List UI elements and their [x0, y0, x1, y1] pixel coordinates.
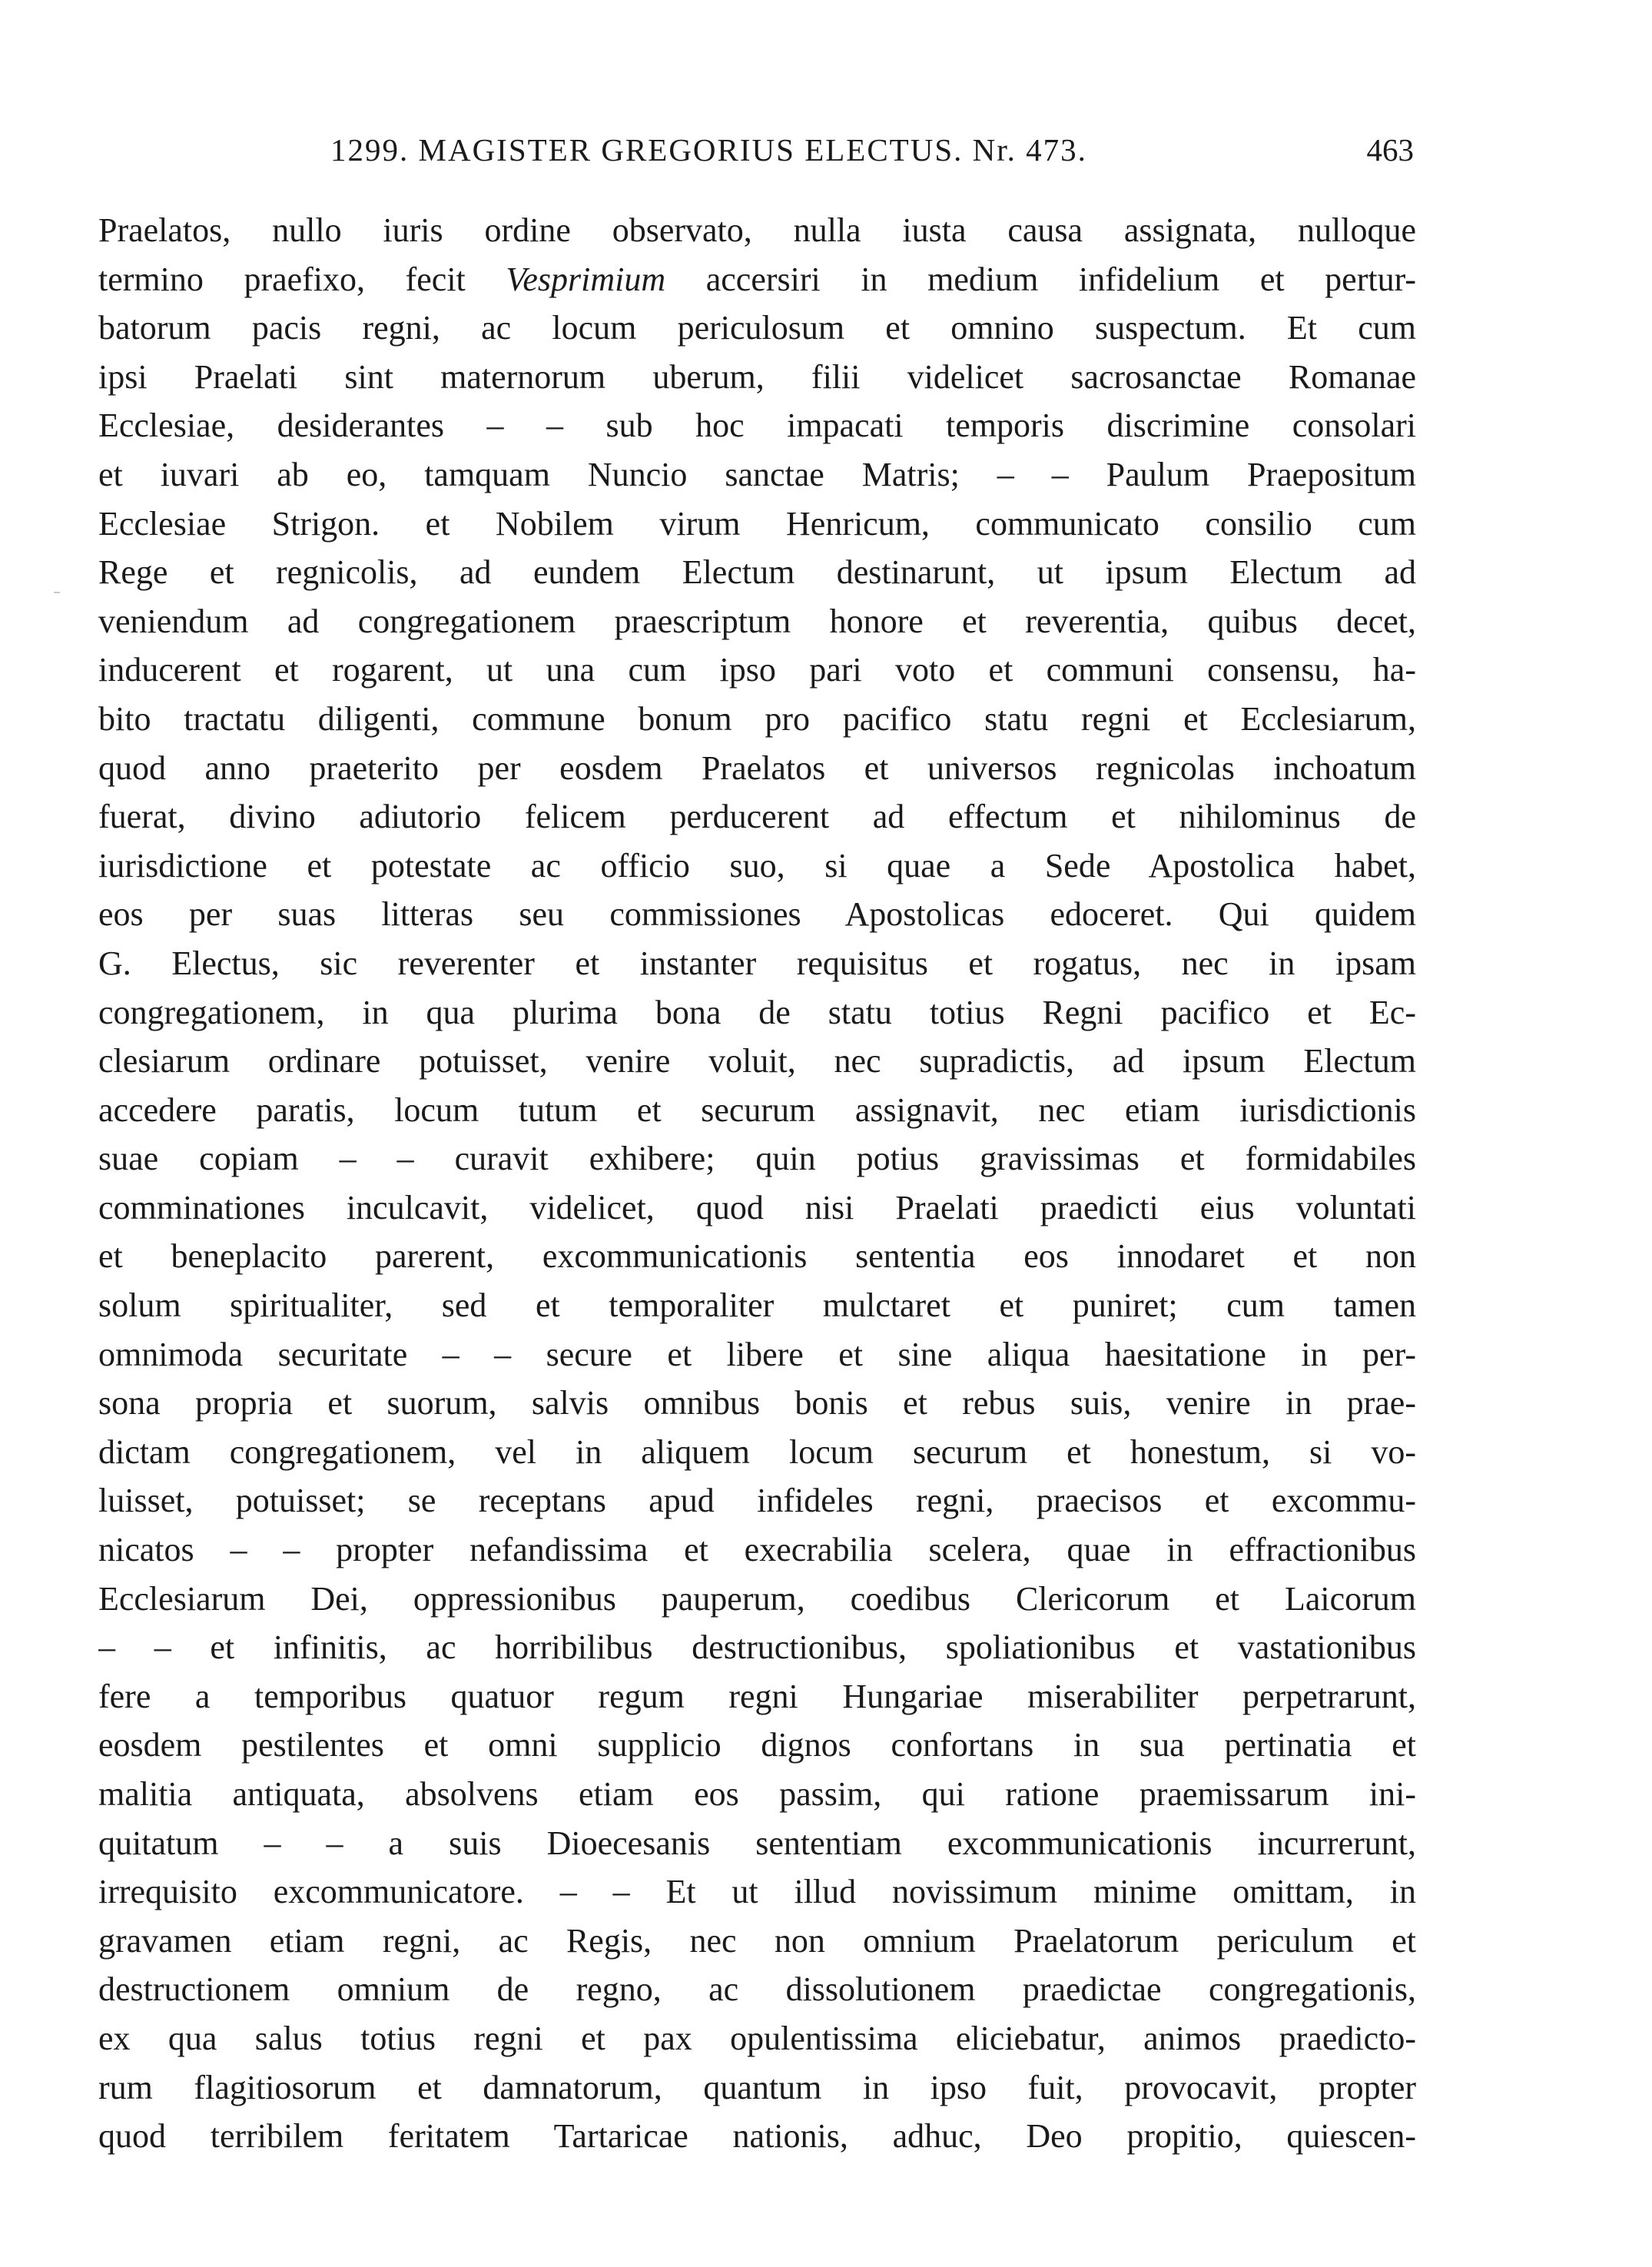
text-line: omnimoda securitate – – secure et libere et sine aliqua haesitatione in per- [98, 1335, 1416, 1373]
text-line: G. Electus, sic reverenter et instanter requisitus et rogatus, nec in ipsam [98, 944, 1416, 982]
text-line: eosdem pestilentes et omni supplicio dignos confortans in sua pertinatia et [98, 1726, 1416, 1764]
text-line: Rege et regnicolis, ad eundem Electum destinarunt, ut ipsum Electum ad [98, 553, 1416, 592]
text-line: irrequisito excommunicatore. – – Et ut illud novissimum minime omittam, in [98, 1873, 1416, 1911]
text-line: sona propria et suorum, salvis omnibus bonis et rebus suis, venire in prae- [98, 1384, 1416, 1422]
text-line: et iuvari ab eo, tamquam Nuncio sanctae Matris; – – Paulum Praepositum [98, 455, 1416, 493]
text-line: rum flagitiosorum et damnatorum, quantum in ipso fuit, provocavit, propter [98, 2068, 1416, 2106]
text-line: solum spiritualiter, sed et temporaliter mulctaret et puniret; cum tamen [98, 1286, 1416, 1325]
text-line: luisset, potuisset; se receptans apud infideles regni, praecisos et excommu- [98, 1482, 1416, 1520]
text-line: clesiarum ordinare potuisset, venire voluit, nec supradictis, ad ipsum Electum [98, 1042, 1416, 1080]
text-line: batorum pacis regni, ac locum periculosum et omnino suspectum. Et cum [98, 309, 1416, 347]
text-line: quod anno praeterito per eosdem Praelatos et universos regnicolas inchoatum [98, 748, 1416, 787]
text-line: malitia antiquata, absolvens etiam eos passim, qui ratione praemissarum ini- [98, 1775, 1416, 1813]
text-line: accedere paratis, locum tutum et securum assignavit, nec etiam iurisdictionis [98, 1090, 1416, 1129]
italic-word: Vesprimium [506, 260, 666, 298]
text-line: fere a temporibus quatuor regum regni Hungariae miserabiliter perpetrarunt, [98, 1677, 1416, 1715]
text-line: quitatum – – a suis Dioecesanis sententiam excommunicationis incurrerunt, [98, 1824, 1416, 1862]
text-line: destructionem omnium de regno, ac dissolutionem praedictae congregationis, [98, 1970, 1416, 2009]
text-line: Praelatos, nullo iuris ordine observato, nulla iusta causa assignata, nulloque [98, 211, 1416, 249]
text-line: dictam congregationem, vel in aliquem locum securum et honestum, si vo- [98, 1432, 1416, 1471]
text-line: veniendum ad congregationem praescriptum honore et reverentia, quibus decet, [98, 602, 1416, 640]
text-segment: termino praefixo, fecit [98, 260, 506, 298]
text-line: comminationes inculcavit, videlicet, quod nisi Praelati praedicti eius voluntati [98, 1188, 1416, 1226]
text-segment: accersiri in medium infidelium et pertur- [665, 260, 1416, 298]
body-text [98, 206, 1416, 2161]
text-line: ex qua salus totius regni et pax opulentissima eliciebatur, animos praedicto- [98, 2019, 1416, 2057]
text-line: suae copiam – – curavit exhibere; quin potius gravissimas et formidabiles [98, 1140, 1416, 1178]
text-line: Ecclesiarum Dei, oppressionibus pauperum, coedibus Clericorum et Laicorum [98, 1579, 1416, 1618]
text-line: inducerent et rogarent, ut una cum ipso pari voto et communi consensu, ha- [98, 651, 1416, 689]
text-line: iurisdictione et potestate ac officio suo, si quae a Sede Apostolica habet, [98, 846, 1416, 885]
margin-mark [54, 592, 60, 593]
text-line: gravamen etiam regni, ac Regis, nec non omnium Praelatorum periculum et [98, 1921, 1416, 1960]
text-line: – – et infinitis, ac horribilibus destructionibus, spoliationibus et vastationibus [98, 1628, 1416, 1667]
text-line: nicatos – – propter nefandissima et execrabilia scelera, quae in effractionibus [98, 1531, 1416, 1569]
text-line: fuerat, divino adiutorio felicem perducerent ad effectum et nihilominus de [98, 798, 1416, 836]
page-number: 463 [1366, 132, 1414, 168]
text-line: et beneplacito parerent, excommunicationis sententia eos innodaret et non [98, 1237, 1416, 1276]
text-line: congregationem, in qua plurima bona de statu totius Regni pacifico et Ec- [98, 993, 1416, 1031]
text-line: Ecclesiae, desiderantes – – sub hoc impacati temporis discrimine consolari [98, 407, 1416, 445]
text-line [98, 255, 1416, 304]
text-line: bito tractatu diligenti, commune bonum pro pacifico statu regni et Ecclesiarum, [98, 699, 1416, 738]
text-line: eos per suas litteras seu commissiones Apostolicas edoceret. Qui quidem [98, 895, 1416, 934]
running-header: 1299. MAGISTER GREGORIUS ELECTUS. Nr. 473. [330, 132, 1087, 168]
text-line: ipsi Praelati sint maternorum uberum, filii videlicet sacrosanctae Romanae [98, 357, 1416, 396]
text-line: quod terribilem feritatem Tartaricae nationis, adhuc, Deo propitio, quiescen- [98, 2117, 1416, 2156]
text-line: Ecclesiae Strigon. et Nobilem virum Henricum, communicato consilio cum [98, 504, 1416, 543]
